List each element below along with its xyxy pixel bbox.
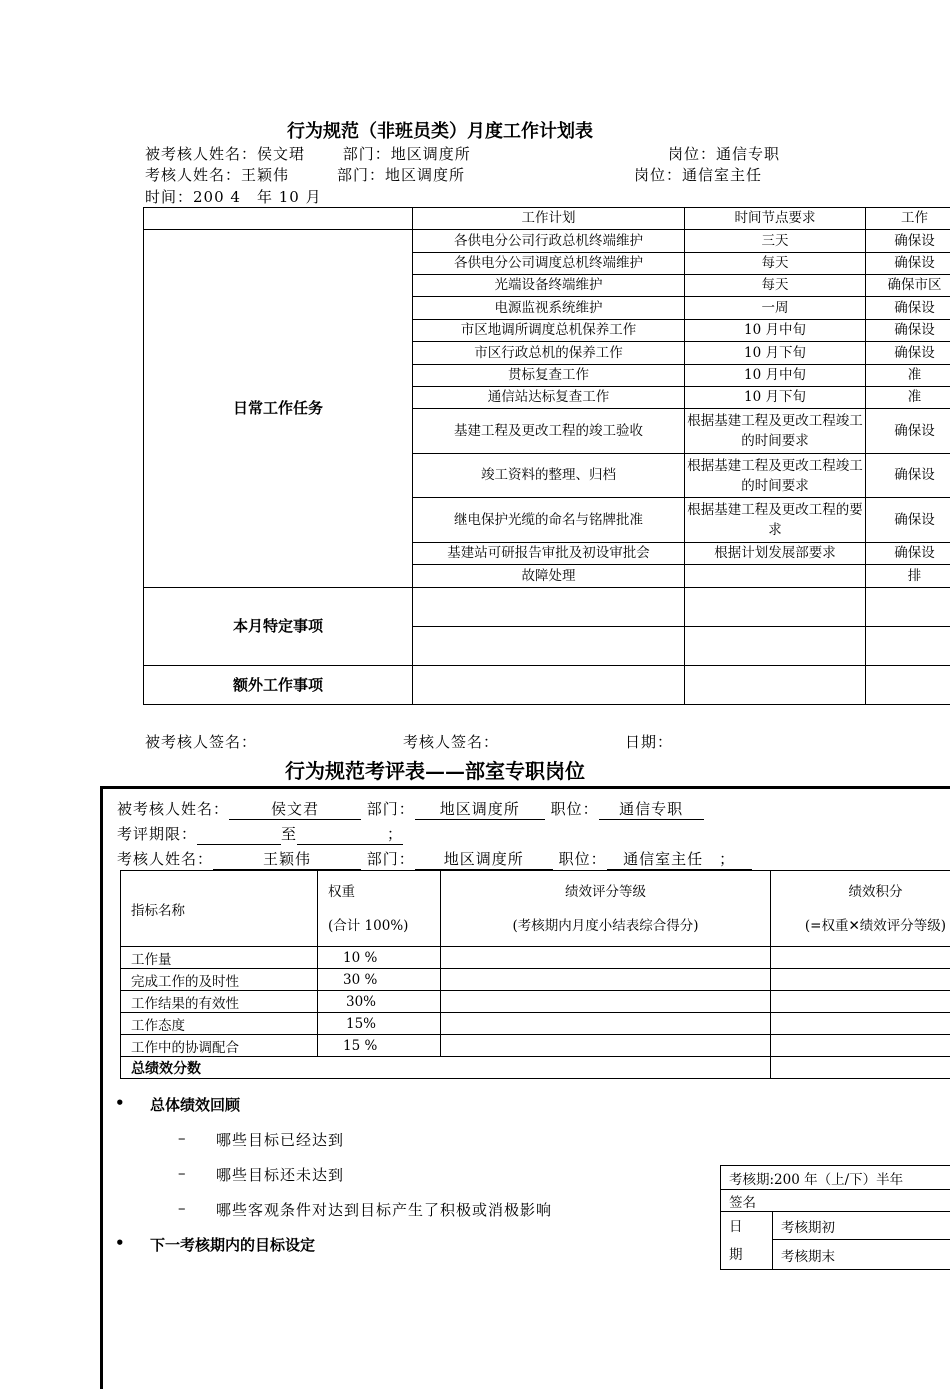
plan-header-task: 工作计划	[413, 208, 685, 230]
plan-work-req: 确保设	[866, 253, 950, 275]
plan-row	[144, 230, 950, 253]
eval-total-row	[121, 1057, 950, 1079]
side-date-b: 期	[729, 1241, 772, 1269]
metric-grade[interactable]	[441, 1035, 771, 1057]
metric-grade[interactable]	[441, 947, 771, 969]
plan-empty-cell	[413, 627, 685, 666]
plan-task: 基建工程及更改工程的竣工验收	[413, 409, 685, 454]
eval-row	[121, 947, 950, 969]
category-extra: 额外工作事项	[144, 666, 413, 705]
metric-weight: 10 %	[318, 947, 441, 969]
grade-sub: (考核期内月度小结表综合得分)	[441, 909, 770, 943]
eval-header-row	[121, 871, 950, 947]
monthly-plan-table	[143, 207, 950, 705]
plan-time-req: 根据计划发展部要求	[685, 543, 866, 565]
plan-time-req: 根据基建工程及更改工程竣工的时间要求	[685, 454, 866, 498]
score-sub: (=权重✕绩效评分等级)	[771, 909, 950, 943]
examiner-position: 通信室主任 ；	[607, 848, 752, 870]
plan-work-req: 确保设	[866, 454, 950, 498]
side-date-a: 日	[729, 1213, 772, 1241]
eval-row	[121, 1013, 950, 1035]
examinee-name: 侯文君	[229, 798, 361, 820]
plan-title: 行为规范（非班员类）月度工作计划表	[287, 117, 593, 143]
bullet-icon: •	[115, 1234, 125, 1252]
plan-task: 光端设备终端维护	[413, 275, 685, 297]
plan-special-row	[144, 588, 950, 627]
label: ；	[387, 823, 403, 845]
plan-time-req	[685, 565, 866, 588]
plan-empty-cell	[685, 588, 866, 627]
side-end: 考核期末	[773, 1240, 950, 1270]
side-sign-table	[720, 1165, 950, 1270]
review-item: 哪些客观条件对达到目标产生了积极或消极影响	[216, 1199, 552, 1220]
plan-work-req: 确保设	[866, 297, 950, 320]
eval-line-examinee	[117, 798, 704, 820]
plan-empty-cell	[413, 588, 685, 627]
eval-header-weight	[318, 871, 441, 947]
total-label: 总绩效分数	[121, 1057, 771, 1079]
plan-time-req: 10 月下旬	[685, 342, 866, 365]
label: 职位：	[559, 850, 607, 868]
metric-weight: 30 %	[318, 969, 441, 991]
plan-work-req: 准	[866, 365, 950, 387]
eval-header-score	[771, 871, 950, 947]
total-score[interactable]	[771, 1057, 950, 1079]
plan-empty-cell	[866, 588, 950, 627]
plan-work-req: 确保设	[866, 543, 950, 565]
label: 被考核人姓名：	[117, 800, 229, 818]
next-title: 下一考核期内的目标设定	[150, 1234, 315, 1255]
eval-row	[121, 991, 950, 1013]
plan-task: 电源监视系统维护	[413, 297, 685, 320]
bullet-icon: •	[115, 1094, 125, 1112]
grade-label: 绩效评分等级	[441, 875, 770, 909]
dash-icon: –	[178, 1164, 187, 1182]
plan-work-req: 确保市区	[866, 275, 950, 297]
eval-header-grade	[441, 871, 771, 947]
plan-work-req: 确保设	[866, 409, 950, 454]
plan-examiner-position: 岗位：通信室主任	[634, 164, 762, 185]
eval-line-examiner	[117, 848, 752, 870]
plan-time-req: 每天	[685, 275, 866, 297]
sign-examinee: 被考核人签名：	[145, 731, 257, 752]
sign-date: 日期：	[625, 731, 673, 752]
plan-time-req: 三天	[685, 230, 866, 253]
category-special: 本月特定事项	[144, 588, 413, 666]
plan-time-req: 10 月中旬	[685, 365, 866, 387]
metric-name: 完成工作的及时性	[121, 969, 318, 991]
plan-task: 贯标复查工作	[413, 365, 685, 387]
metric-weight: 15 %	[318, 1035, 441, 1057]
plan-work-req: 准	[866, 387, 950, 409]
plan-work-req: 确保设	[866, 230, 950, 253]
label: 考评期限：	[117, 825, 197, 843]
plan-task: 各供电分公司调度总机终端维护	[413, 253, 685, 275]
label: 部门：	[367, 850, 415, 868]
eval-table	[120, 870, 950, 1079]
plan-empty-cell	[413, 666, 685, 705]
plan-examinee-info: 被考核人姓名：侯文珺 部门：地区调度所	[145, 143, 471, 164]
metric-score[interactable]	[771, 991, 950, 1013]
eval-row	[121, 969, 950, 991]
review-item: 哪些目标已经达到	[216, 1129, 344, 1150]
side-start: 考核期初	[773, 1212, 950, 1240]
plan-task: 各供电分公司行政总机终端维护	[413, 230, 685, 253]
plan-header-req: 工作	[866, 208, 950, 230]
side-date-label	[721, 1212, 773, 1270]
metric-score[interactable]	[771, 947, 950, 969]
examiner-dept: 地区调度所	[415, 848, 553, 870]
metric-name: 工作结果的有效性	[121, 991, 318, 1013]
plan-task: 继电保护光缆的命名与铭牌批准	[413, 498, 685, 543]
score-label: 绩效积分	[771, 875, 950, 909]
examinee-dept: 地区调度所	[415, 798, 545, 820]
plan-time-req: 10 月下旬	[685, 387, 866, 409]
review-title: 总体绩效回顾	[150, 1094, 240, 1115]
eval-row	[121, 1035, 950, 1057]
label: 至	[281, 825, 297, 843]
plan-header-row	[144, 208, 950, 230]
plan-task: 市区行政总机的保养工作	[413, 342, 685, 365]
plan-time-req: 每天	[685, 253, 866, 275]
plan-empty-cell	[866, 627, 950, 666]
category-daily: 日常工作任务	[144, 230, 413, 588]
weight-sub: (合计 100%)	[328, 909, 440, 943]
period-start	[197, 827, 281, 845]
eval-line-period	[117, 823, 403, 845]
plan-time-req: 根据基建工程及更改工程的要求	[685, 498, 866, 543]
metric-weight: 15%	[318, 1013, 441, 1035]
dash-icon: –	[178, 1199, 187, 1217]
dash-icon: –	[178, 1129, 187, 1147]
metric-grade[interactable]	[441, 1013, 771, 1035]
examiner-name: 王颖伟	[213, 848, 361, 870]
sign-examiner: 考核人签名：	[403, 731, 499, 752]
plan-work-req: 排	[866, 565, 950, 588]
weight-label: 权重	[328, 875, 440, 909]
metric-score[interactable]	[771, 1035, 950, 1057]
plan-empty-cell	[866, 666, 950, 705]
eval-header-name: 指标名称	[121, 871, 318, 947]
metric-score[interactable]	[771, 1013, 950, 1035]
review-item: 哪些目标还未达到	[216, 1164, 344, 1185]
metric-grade[interactable]	[441, 969, 771, 991]
label: 考核人姓名：	[117, 850, 213, 868]
eval-title: 行为规范考评表——部室专职岗位	[285, 755, 585, 784]
plan-work-req: 确保设	[866, 342, 950, 365]
plan-task: 竣工资料的整理、归档	[413, 454, 685, 498]
plan-task: 故障处理	[413, 565, 685, 588]
plan-header-blank	[144, 208, 413, 230]
plan-examinee-position: 岗位：通信专职	[668, 143, 780, 164]
period-end	[297, 827, 387, 845]
side-period: 考核期:200 年（上/下）半年	[721, 1166, 950, 1190]
metric-name: 工作量	[121, 947, 318, 969]
side-sign: 签名	[721, 1190, 950, 1212]
metric-weight: 30%	[318, 991, 441, 1013]
plan-empty-cell	[685, 666, 866, 705]
plan-header-time: 时间节点要求	[685, 208, 866, 230]
plan-work-req: 确保设	[866, 498, 950, 543]
plan-task: 市区地调所调度总机保养工作	[413, 320, 685, 342]
plan-extra-row	[144, 666, 950, 705]
plan-time-req: 10 月中旬	[685, 320, 866, 342]
plan-time-req: 一周	[685, 297, 866, 320]
examinee-position: 通信专职	[599, 798, 704, 820]
plan-empty-cell	[685, 627, 866, 666]
plan-time: 时间：200 4 年 10 月	[145, 186, 322, 207]
metric-name: 工作中的协调配合	[121, 1035, 318, 1057]
metric-score[interactable]	[771, 969, 950, 991]
label: 部门：	[367, 800, 415, 818]
metric-name: 工作态度	[121, 1013, 318, 1035]
label: 职位：	[551, 800, 599, 818]
plan-examiner-info: 考核人姓名：王颖伟 部门：地区调度所	[145, 164, 465, 185]
plan-work-req: 确保设	[866, 320, 950, 342]
metric-grade[interactable]	[441, 991, 771, 1013]
plan-task: 基建站可研报告审批及初设审批会	[413, 543, 685, 565]
plan-task: 通信站达标复查工作	[413, 387, 685, 409]
plan-time-req: 根据基建工程及更改工程竣工的时间要求	[685, 409, 866, 454]
